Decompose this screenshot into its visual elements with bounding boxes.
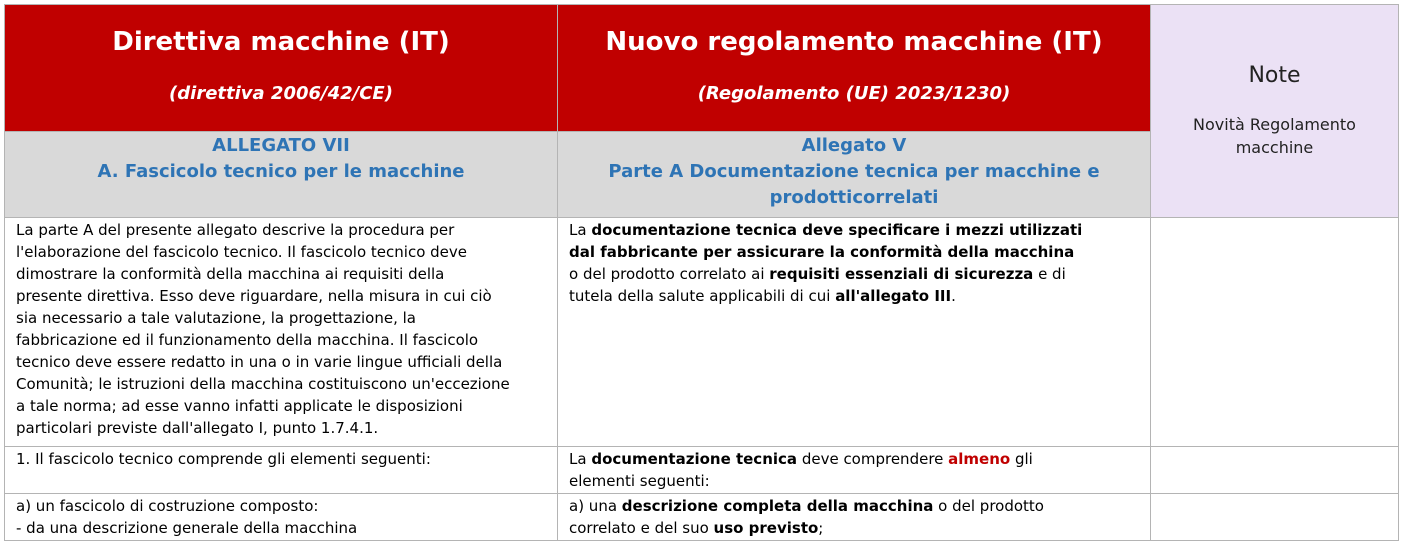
text-run: ; (818, 518, 824, 537)
text-line (569, 241, 1139, 263)
text-line: elementi seguenti: (569, 472, 710, 491)
row1-note (1151, 217, 1399, 446)
header-regulation-title: Nuovo regolamento macchine (IT) (605, 27, 1103, 57)
text-line (569, 517, 1139, 539)
annex-directive (5, 132, 558, 218)
bold-run: descrizione completa della macchina (621, 496, 934, 515)
header-directive-subtitle: (direttiva 2006/42/CE) (169, 83, 393, 104)
comparison-table (4, 4, 1399, 541)
row3-note (1151, 493, 1399, 540)
text-line (569, 285, 1139, 307)
text-line (569, 219, 1139, 241)
bold-run: documentazione tecnica (591, 450, 798, 469)
text-line: tecnico deve essere redatto in una o in varie lingue ufficiali della (16, 352, 503, 371)
header-note (1151, 5, 1399, 218)
text-line (569, 448, 1139, 470)
text-line: sia necessario a tale valutazione, la progettazione, la (16, 308, 416, 327)
text-line (569, 495, 1139, 517)
text-line: a tale norma; ad esse vanno infatti applicate le disposizioni (16, 396, 463, 415)
text-run: La (569, 220, 592, 239)
row1-regulation-text (558, 217, 1151, 446)
text-line: l'elaborazione del fascicolo tecnico. Il fascicolo tecnico deve (16, 242, 467, 261)
bold-run: documentazione tecnica deve specificare i mezzi utilizzati (591, 220, 1083, 239)
text-run: deve comprendere (797, 450, 949, 469)
annex-regulation-title: Parte A Documentazione tecnica per macchine e (608, 161, 1100, 183)
header-note-title: Note (1248, 63, 1301, 88)
header-note-subtitle: Novità Regolamento macchine (1193, 115, 1356, 157)
text-line: 1. Il fascicolo tecnico comprende gli elementi seguenti: (16, 450, 431, 469)
text-run: correlato e del suo (569, 518, 714, 537)
text-line: fabbricazione ed il funzionamento della macchina. Il fascicolo (16, 330, 479, 349)
header-directive-title: Direttiva macchine (IT) (112, 27, 450, 57)
row2-directive-text (5, 447, 558, 493)
annex-regulation-title-cont: prodotticorrelati (769, 187, 939, 209)
annex-directive-title: A. Fascicolo tecnico per le macchine (97, 161, 465, 183)
bold-run: requisiti essenziali di sicurezza (769, 264, 1034, 283)
highlight-run: almeno (948, 450, 1011, 469)
text-line: La parte A del presente allegato descrive la procedura per (16, 220, 455, 239)
text-line: presente direttiva. Esso deve riguardare, nella misura in cui ciò (16, 286, 492, 305)
annex-directive-number: ALLEGATO VII (212, 135, 350, 157)
table-row (5, 217, 1399, 446)
row3-regulation-text (558, 493, 1151, 540)
text-line: a) un fascicolo di costruzione composto: (16, 496, 319, 515)
bold-run: uso previsto (713, 518, 819, 537)
annex-regulation-number: Allegato V (801, 135, 907, 157)
text-line: - da una descrizione generale della macchina (16, 518, 358, 537)
table-row (5, 493, 1399, 540)
text-line: dimostrare la conformità della macchina ai requisiti della (16, 264, 445, 283)
bold-run: dal fabbricante per assicurare la conformità della macchina (569, 242, 1075, 261)
row3-directive-text (5, 493, 558, 540)
text-run: e di (1033, 264, 1066, 283)
header-directive (5, 5, 558, 132)
annex-regulation (558, 132, 1151, 218)
row1-directive-text (5, 217, 558, 446)
text-run: . (951, 286, 956, 305)
table-row (5, 447, 1399, 493)
bold-run: all'allegato III (835, 286, 952, 305)
text-run: a) una (569, 496, 622, 515)
text-run: o del prodotto correlato ai (569, 264, 770, 283)
text-line (569, 263, 1139, 285)
text-line: particolari previste dall'allegato I, punto 1.7.4.1. (16, 418, 379, 437)
header-regulation (558, 5, 1151, 132)
text-run: La (569, 450, 592, 469)
row2-note (1151, 447, 1399, 493)
text-run: tutela della salute applicabili di cui (569, 286, 836, 305)
header-regulation-subtitle: (Regolamento (UE) 2023/1230) (697, 83, 1011, 104)
row2-regulation-text (558, 447, 1151, 493)
text-line: Comunità; le istruzioni della macchina costituiscono un'eccezione (16, 374, 510, 393)
text-run: gli (1010, 450, 1033, 469)
text-run: o del prodotto (933, 496, 1044, 515)
